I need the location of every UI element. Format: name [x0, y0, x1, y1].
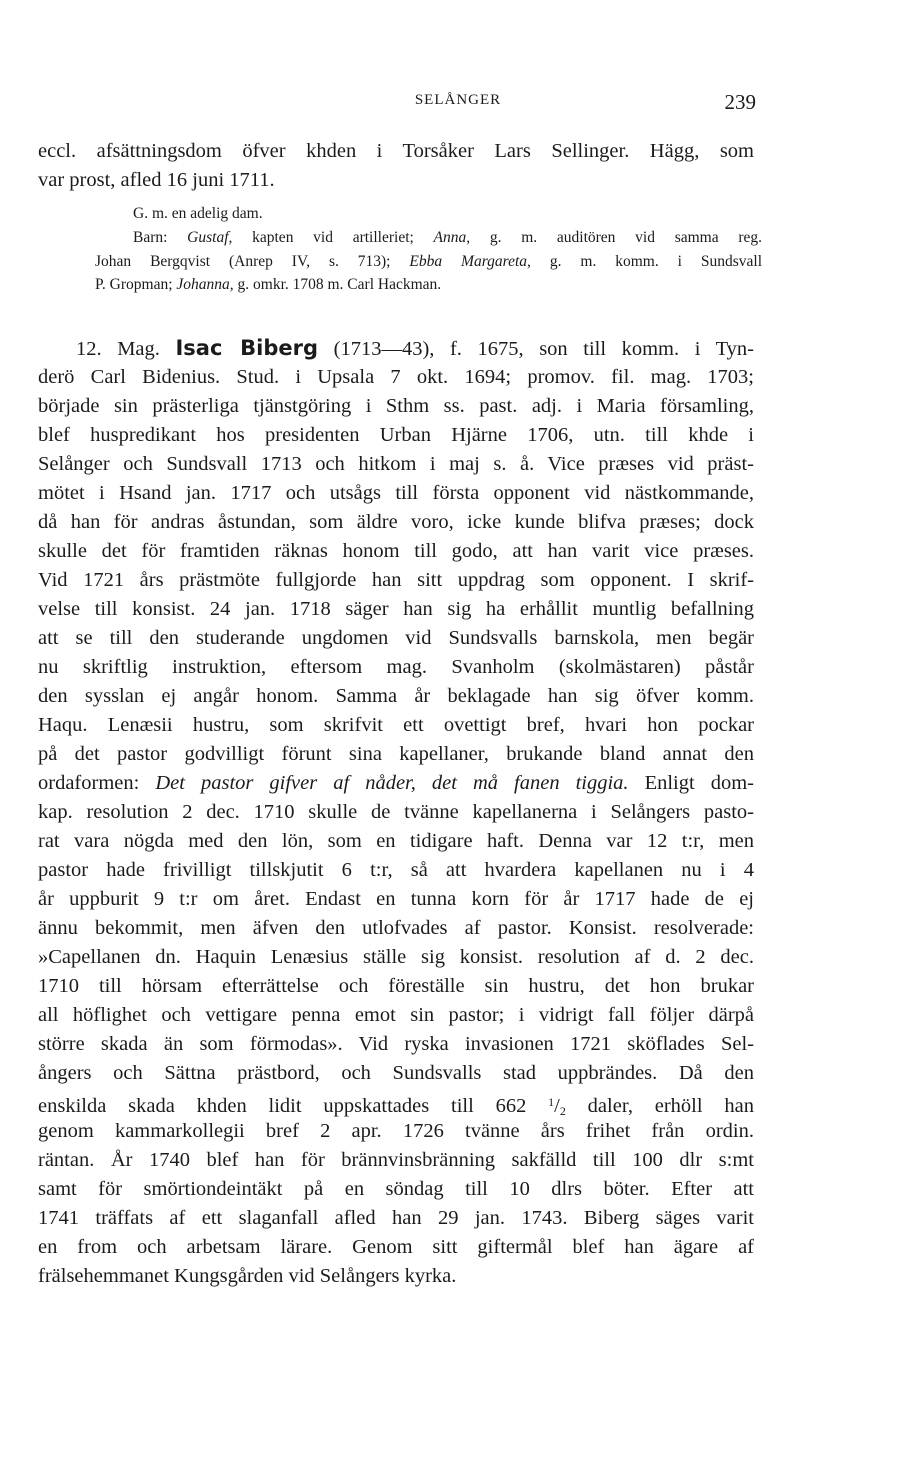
fraction-denominator: 2 — [559, 1104, 566, 1118]
text-line: all höflighet och vettigare penna emot sin pastor; i vidrigt fall följer därpå — [38, 1004, 754, 1026]
page-header — [0, 90, 916, 120]
text-line: Johan Bergqvist (Anrep IV, s. 713); Ebba Margareta, g. m. komm. i Sundsvall — [95, 252, 763, 270]
intro-paragraph — [38, 137, 754, 195]
entry-heading-line: 12. Mag. Isac Biberg (1713—43), f. 1675, son till komm. i Tyn- — [76, 336, 755, 360]
text-line: mötet i Hsand jan. 1717 och utsågs till första opponent vid nästkommande, — [38, 482, 754, 504]
text-line: Vid 1721 års prästmöte fullgjorde han sitt uppdrag som opponent. I skrif- — [38, 569, 754, 591]
text-line: den sysslan ej angår honom. Samma år beklagade han sig öfver komm. — [38, 685, 754, 707]
text-line: genom kammarkollegii bref 2 apr. 1726 tvänne års frihet från ordin. — [38, 1120, 754, 1142]
text-line: blef huspredikant hos presidenten Urban Hjärne 1706, utn. till khde i — [38, 424, 754, 446]
text-line: en from och arbetsam lärare. Genom sitt giftermål blef han ägare af — [38, 1236, 754, 1258]
text-line: eccl. afsättningsdom öfver khden i Torsåker Lars Sellinger. Hägg, som — [38, 140, 754, 162]
person-name: Isac Biberg — [175, 336, 319, 360]
text-line: rat vara nögda med den lön, som en tidigare haft. Denna var 12 t:r, men — [38, 830, 754, 852]
text-line: år uppburit 9 t:r om året. Endast en tunna korn för år 1717 hade de ej — [38, 888, 754, 910]
entry-number: 12. — [76, 338, 102, 360]
biography-entry — [38, 334, 754, 1291]
text-line: frälsehemmanet Kungsgården vid Selångers kyrka. — [38, 1265, 457, 1287]
text-line: ännu bekommit, men äfven den utlofvades af pastor. Konsist. resolverade: — [38, 917, 754, 939]
text-line: ångers och Sättna prästbord, och Sundsvalls stad uppbrändes. Då den — [38, 1062, 754, 1084]
text-line: större skada än som förmodas». Vid ryska invasionen 1721 sköflades Sel- — [38, 1033, 754, 1055]
fraction-line: enskilda skada khden lidit uppskattades till 662 $^1/_2$ daler, erhöll han — [38, 1095, 754, 1118]
text-line: skulle det för framtiden räknas honom till godo, att han varit vice præses. — [38, 540, 754, 562]
text-line: nu skriftlig instruktion, eftersom mag. Svanholm (skolmästaren) påstår — [38, 656, 754, 678]
quote-text: Det pastor gifver af nåder, det må fanen tiggia. — [155, 772, 629, 794]
text-line: velse till konsist. 24 jan. 1718 säger han sig ha erhållit muntlig befallning — [38, 598, 754, 620]
text-line: kap. resolution 2 dec. 1710 skulle de tvänne kapellanerna i Selångers pasto- — [38, 801, 754, 823]
text-line: räntan. År 1740 blef han för brännvinsbränning sakfälld till 100 dlr s:mt — [38, 1149, 754, 1171]
text-line: G. m. en adelig dam. — [133, 205, 263, 222]
text-line: Selånger och Sundsvall 1713 och hitkom i maj s. å. Vice præses vid präst- — [38, 453, 754, 475]
text-line: P. Gropman; Johanna, g. omkr. 1708 m. Carl Hackman. — [95, 276, 442, 294]
text-line: Haqu. Lenæsii hustru, som skrifvit ett ovettigt bref, hvari hon pockar — [38, 714, 754, 736]
text-line: 1741 träffats af ett slaganfall afled han 29 jan. 1743. Biberg säges varit — [38, 1207, 754, 1229]
running-head: SELÅNGER — [414, 92, 502, 108]
entry-title: Mag. — [117, 338, 160, 360]
text-line: Barn: Gustaf, kapten vid artilleriet; Anna, g. m. auditören vid samma reg. — [133, 228, 762, 246]
text-line: att se till den studerande ungdomen vid Sundsvalls barnskola, men begär — [38, 627, 754, 649]
text-line: började sin prästerliga tjänstgöring i Sthm ss. past. adj. i Maria församling, — [38, 395, 754, 417]
quote-line: ordaformen: Det pastor gifver af nåder, det må fanen tiggia. Enligt dom- — [38, 772, 754, 794]
text-line: 1710 till hörsam efterrättelse och föreställe sin hustru, det hon brukar — [38, 975, 754, 997]
text-line: på det pastor godvilligt förunt sina kapellaner, brukande bland annat den — [38, 743, 754, 765]
text-line: derö Carl Bidenius. Stud. i Upsala 7 okt. 1694; promov. fil. mag. 1703; — [38, 366, 754, 388]
text-line: »Capellanen dn. Haquin Lenæsius ställe sig konsist. resolution af d. 2 dec. — [38, 946, 754, 968]
text-line: var prost, afled 16 juni 1711. — [38, 169, 275, 191]
family-note — [95, 202, 762, 297]
fraction-numerator: 1 — [548, 1095, 555, 1109]
page-number: 239 — [724, 90, 756, 114]
text-line: pastor hade frivilligt tillskjutit 6 t:r, så att hvardera kapellanen nu i 4 — [38, 859, 754, 881]
text-line: då han för andras åstundan, som äldre voro, icke kunde blifva præses; dock — [38, 511, 754, 533]
text-line: samt för smörtiondeintäkt på en söndag till 10 dlrs böter. Efter att — [38, 1178, 754, 1200]
